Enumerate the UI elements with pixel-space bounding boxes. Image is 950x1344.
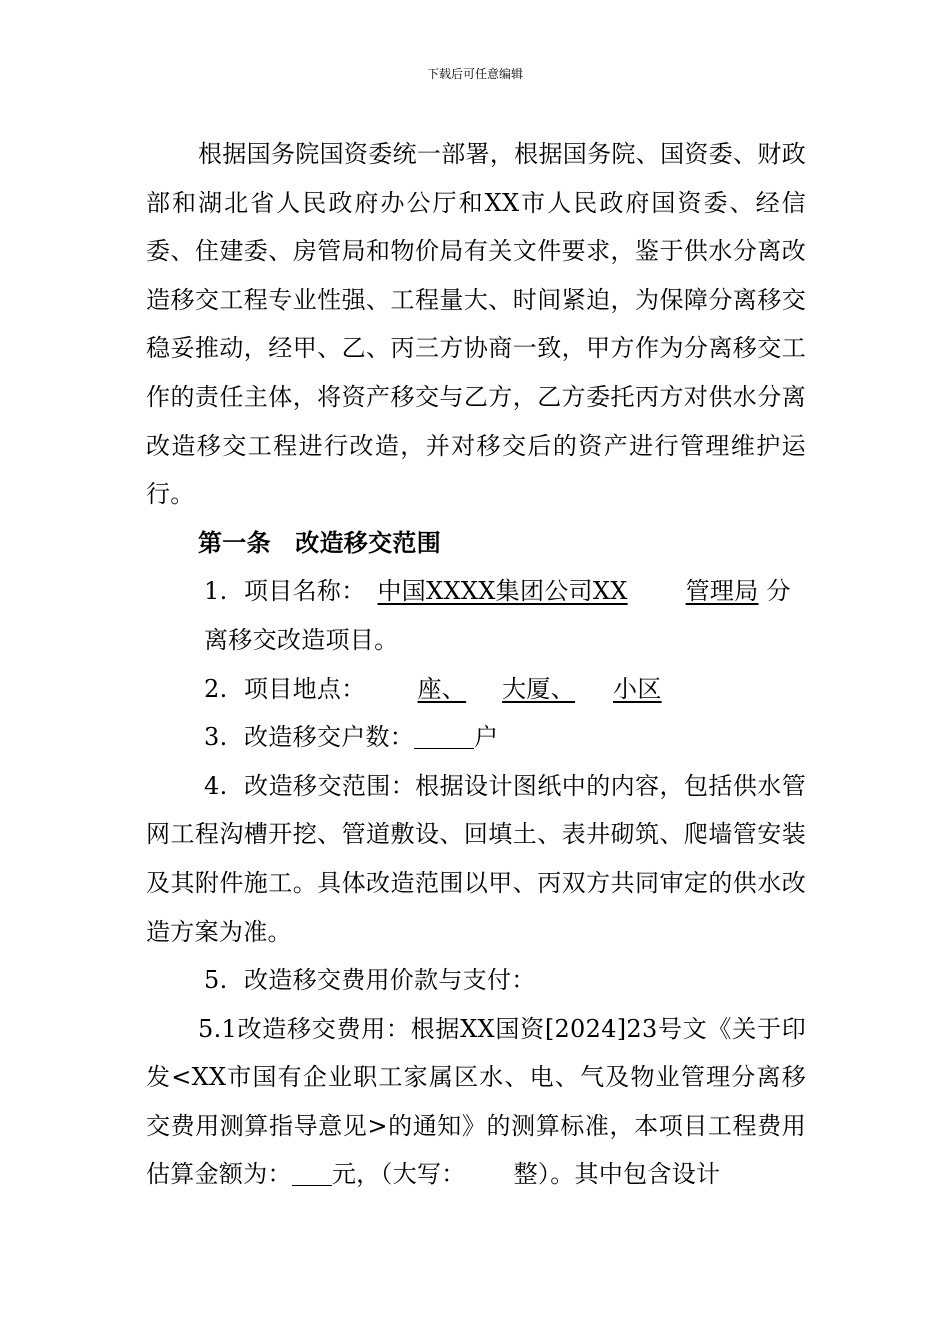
- item-5-1-text-c: 整）。其中包含设计: [513, 1160, 721, 1189]
- item-2-part-2: 大厦、: [502, 674, 576, 703]
- item-5-1-text-b: 元，（大写：: [331, 1160, 466, 1189]
- item-1-number: 1.: [204, 577, 228, 606]
- item-3-household-count: [146, 713, 806, 762]
- item-2-number: 2.: [204, 674, 228, 703]
- item-5-1-fee-detail: [146, 1005, 806, 1199]
- item-5-fees: [146, 956, 806, 1005]
- item-3-label: 改造移交户数：: [244, 723, 415, 752]
- item-2-part-1: 座、: [417, 674, 467, 703]
- article-1-heading: 第一条 改造移交范围: [198, 528, 441, 557]
- document-body: [146, 130, 806, 1199]
- item-3-unit: 户: [474, 723, 499, 752]
- item-5-text: 改造移交费用价款与支付：: [244, 966, 536, 995]
- item-3-blank: [414, 724, 474, 749]
- item-1-value-b: 管理局: [685, 577, 759, 606]
- item-1-value: [366, 577, 767, 605]
- item-1-value-a: 中国XXXX集团公司XX: [377, 577, 628, 606]
- item-1-label: 项目名称：: [244, 577, 366, 606]
- item-3-number: 3.: [204, 723, 228, 752]
- item-2-location: [146, 665, 806, 714]
- item-1-tail: 分离移交改造项目。: [204, 577, 791, 654]
- item-5-1-text-a: 5.1改造移交费用：根据XX国资[2024]23号文《关于印发<XX市国有企业职工家属区水、电、气及物业管理分离移交费用测算指导意见>的通知》的测算标准，本项目工程费用估算金额为：: [146, 1014, 806, 1189]
- item-4-text: 改造移交范围：根据设计图纸中的内容，包括供水管网工程沟槽开挖、管道敷设、回填土、表井砌筑、爬墙管安装及其附件施工。具体改造范围以甲、丙双方共同审定的供水改造方案为准。: [146, 771, 806, 946]
- item-5-1-amount-blank: [292, 1161, 332, 1186]
- item-4-number: 4.: [204, 771, 228, 800]
- item-2-part-3: 小区: [613, 674, 662, 703]
- item-5-number: 5.: [204, 966, 228, 995]
- intro-paragraph: 根据国务院国资委统一部署，根据国务院、国资委、财政部和湖北省人民政府办公厅和XX市人民政府国资委、经信委、住建委、房管局和物价局有关文件要求，鉴于供水分离改造移交工程专业性强、工程量大、时间紧迫，为保障分离移交稳妥推动，经甲、乙、丙三方协商一致，甲方作为分离移交工作的责任主体，将资产移交与乙方，乙方委托丙方对供水分离改造移交工程进行改造，并对移交后的资产进行管理维护运行。: [146, 140, 806, 509]
- item-4-scope: [146, 762, 806, 956]
- item-1-project-name: [146, 567, 806, 664]
- item-2-value: [366, 675, 738, 703]
- header-note: 下载后可任意编辑: [426, 67, 523, 81]
- item-2-label: 项目地点：: [244, 674, 366, 703]
